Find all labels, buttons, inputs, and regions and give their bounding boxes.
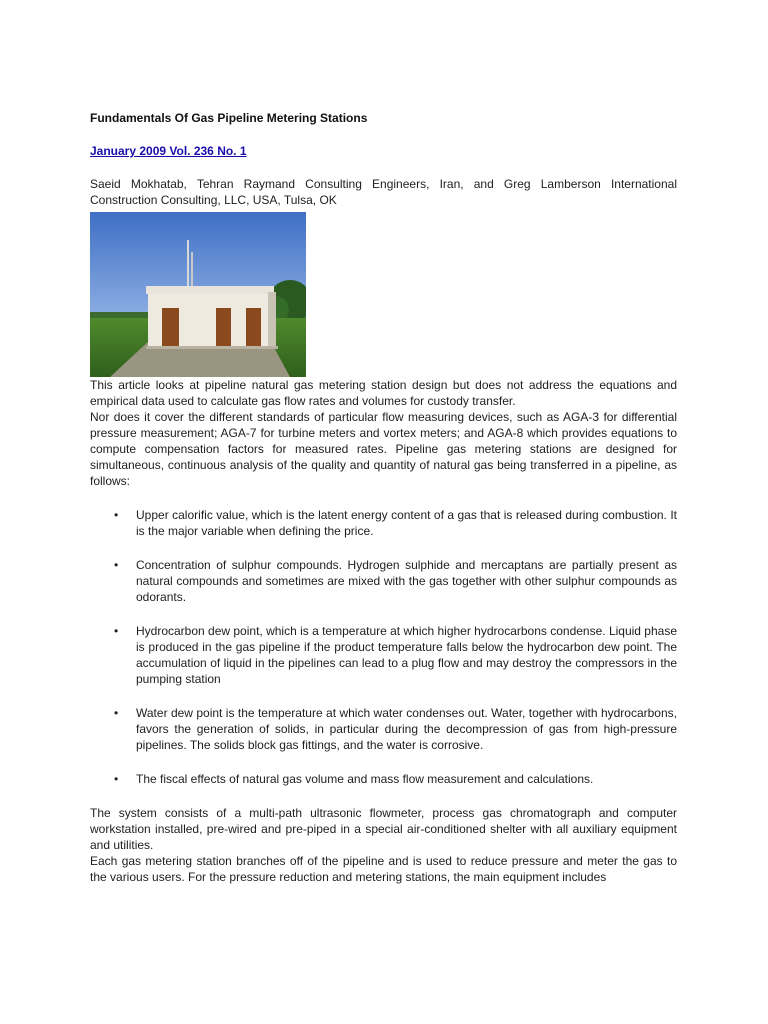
paragraph-intro: This article looks at pipeline natural gas metering station design but does not address the equations and empirical data used to calculate gas flow rates and volumes for custody transfer. [90, 378, 677, 408]
article-authors: Saeid Mokhatab, Tehran Raymand Consulting Engineers, Iran, and Greg Lamberson International Construction Consulting, LLC, USA, Tulsa, OK [90, 177, 677, 207]
article-title: Fundamentals Of Gas Pipeline Metering Stations [90, 111, 368, 125]
metering-station-photo [90, 212, 306, 377]
analysis-list [90, 507, 677, 787]
bullet-icon: • [114, 624, 119, 638]
paragraph-standards: Nor does it cover the different standards of particular flow measuring devices, such as AGA-3 for differential pressure measurement; AGA-7 for turbine meters and vortex meters; and AGA-8 which provides equations to compute compensation factors for measured rates. Pipeline gas metering stations are designed for simultaneous, continuous analysis of the quality and quantity of natural gas being transferred in a pipeline, as follows: [90, 410, 677, 488]
list-item-text: The fiscal effects of natural gas volume and mass flow measurement and calculations. [136, 772, 594, 786]
list-item [90, 771, 677, 787]
list-item-text: Concentration of sulphur compounds. Hydrogen sulphide and mercaptans are partially present as natural compounds and sometimes are mixed with the gas together with other sulphur compounds as odorants. [136, 558, 677, 604]
paragraph-system: The system consists of a multi-path ultrasonic flowmeter, process gas chromatograph and computer workstation installed, pre-wired and pre-piped in a special air-conditioned shelter with all auxiliary equipment and utilities. [90, 806, 677, 852]
list-item-text: Upper calorific value, which is the latent energy content of a gas that is released during combustion. It is the major variable when defining the price. [136, 508, 677, 538]
list-item-text: Hydrocarbon dew point, which is a temperature at which higher hydrocarbons condense. Liquid phase is produced in the gas pipeline if the product temperature falls below the hydrocarbon dew point. The accumulation of liquid in the pipelines can lead to a plug flow and may destroy the compressors in the pumping station [136, 624, 677, 686]
list-item [90, 623, 677, 687]
bullet-icon: • [114, 772, 119, 786]
bullet-icon: • [114, 706, 119, 720]
list-item [90, 557, 677, 605]
paragraph-stations: Each gas metering station branches off of the pipeline and is used to reduce pressure and meter the gas to the various users. For the pressure reduction and metering stations, the main equipment includes [90, 854, 677, 884]
list-item [90, 507, 677, 539]
issue-link[interactable]: January 2009 Vol. 236 No. 1 [90, 144, 247, 158]
bullet-icon: • [114, 508, 119, 522]
bullet-icon: • [114, 558, 119, 572]
list-item-text: Water dew point is the temperature at which water condenses out. Water, together with hydrocarbons, favors the generation of solids, in particular during the decompression of gas from high-pressure pipelines. The solids block gas fittings, and the water is corrosive. [136, 706, 677, 752]
list-item [90, 705, 677, 753]
document-page [90, 110, 677, 885]
